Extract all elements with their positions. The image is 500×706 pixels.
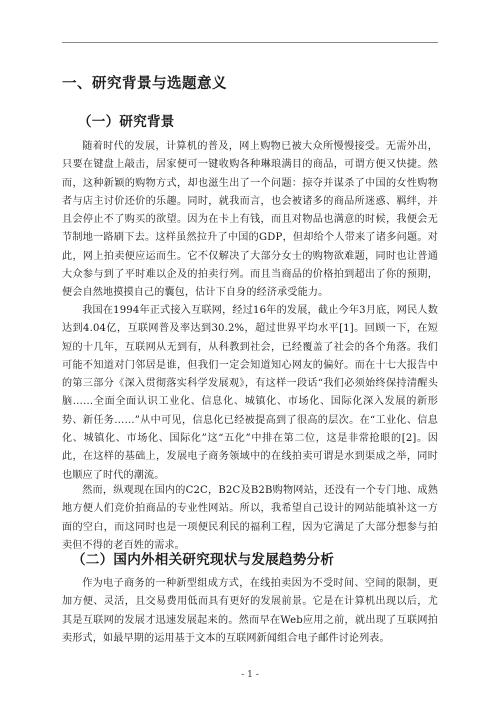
paragraph-4: 作为电子商务的一种新型组成方式，在线拍卖因为不受时间、空间的限制，更加方便、灵活，且交易费用低而具有更好的发展前景。它是在计算机出现以后，尤其是互联网的发展才迅速发展起来的。然而早在Web应用之前，就出现了互联网拍卖形式，如最早期的运用基于文本的互联网新闻组合电子邮件讨论列表。 — [62, 578, 438, 644]
section-heading-research-status: （二）国内外相关研究现状与发展趋势分析 — [72, 552, 335, 568]
paragraph-1: 随着时代的发展，计算机的普及，网上购物已被大众所慢慢接受。无需外出，只要在键盘上敲击，居家便可一键收购各种琳琅满目的商品，可谓方便又快捷。然而，这种新颖的购物方式，却也滋生出了一个问题：掠夺并谋杀了中国的女性购物者与店主讨价还价的乐趣。同时，就我而言，也会被诸多的商品所迷惑、羁绊，并且会停止不了购买的欲望。因为在卡上有钱，而且对物品也满意的时候，我便会无节制地一路刷下去。这样虽然拉升了中国的GDP，但却给个人带来了诸多问题。对此，网上拍卖便应运而生。它不仅解决了大部分女士的购物欲难题，同时也让普通大众参与到了平时难以企及的拍卖行列。而且当商品的价格拍到超出了你的预期，便会自然地摸摸自己的囊包，估计下自身的经济承受能力。 — [62, 141, 438, 299]
chapter-heading: 一、研究背景与选题意义 — [62, 76, 227, 92]
header-rule — [62, 42, 438, 43]
section-heading-background: （一）研究背景 — [78, 114, 175, 130]
paragraph-3: 然而，纵观现在国内的C2C，B2C及B2B购物网站，还没有一个专门地、成熟地方便人们竞价拍商品的专业性网站。所以，我希望自己设计的网站能填补这一方面的空白，而这同时也是一项便民利民的福利工程，因为它满足了大部分想参与拍卖但不得的老百姓的需求。 — [62, 485, 438, 551]
page-number: - 1 - — [241, 670, 259, 680]
paragraph-2: 我国在1994年正式接入互联网，经过16年的发展，截止今年3月底，网民人数达到4.04亿，互联网普及率达到30.2%，超过世界平均水平[1]。回顾一下，在短短的十几年，互联网从无到有，从科教到社会，已经覆盖了社会的各个角落。我们可能不知道对门邻居是谁，但我们一定会知道知心网友的偏好。而在十七大报告中的第三部分《深入贯彻落实科学发展观》，有这样一段话“我们必须始终保持清醒头脑……全面全面认识工业化、信息化、城镇化、市场化、国际化深入发展的新形势、新任务……”从中可见，信息化已经被提高到了很高的层次。在“工业化、信息化、城镇化、市场化、国际化”这“五化”中排在第二位，这是非常抢眼的[2]。因此，在这样的基础上，发展电子商务领域中的在线拍卖可谓是水到渠成之举，同时也顺应了时代的潮流。 — [62, 305, 438, 481]
